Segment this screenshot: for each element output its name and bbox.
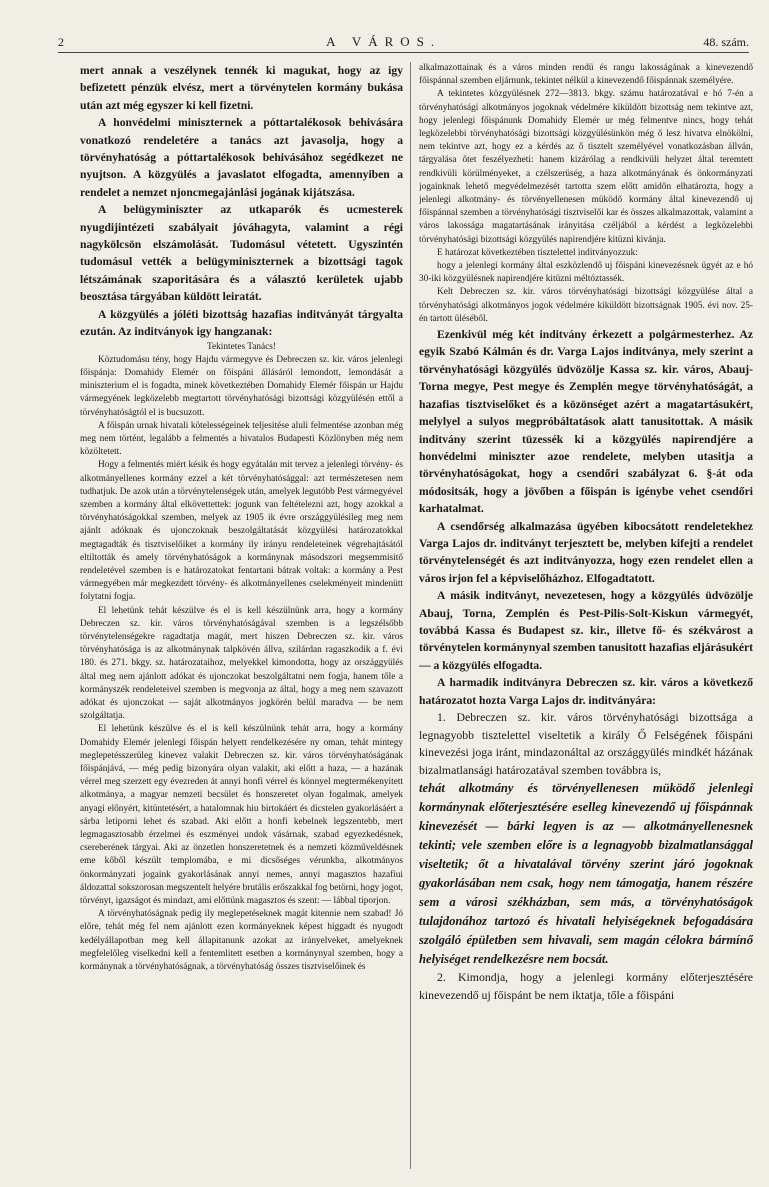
paragraph: A másik inditványt, nevezetesen, hogy a közgyülés üdvözölje Abauj, Torna, Zemplén és Pest-Pilis-Solt-Kiskun vármegyét, továbbá Kassa és Budapest sz. kir., illetve fő- és székvárost a törvénytelen kormánynyal szemben tanusitott hazafias eljárásukért — a közgyülés elfogadta. (419, 589, 753, 672)
paragraph: A belügyminiszter az utkaparók és ucmesterek nyugdijintézeti szabályait jóváhagyta, valamint a régi nagykölcsön elszámolását. Tudomásul vétetett. Ugyszintén tudomásul vették a belügyminiszternek a bizottsági tagok létszámának szaporitására és a választó kerületek ujabb beosztása tárgyában küldött leiratát. (80, 203, 403, 304)
paragraph: 2. Kimondja, hogy a jelenlegi kormány előterjesztésére kinevezendő uj főispánt be nem iktatja, tőle a főispáni (419, 970, 753, 1002)
page-header (58, 32, 749, 53)
paragraph: A harmadik inditványra Debreczen sz. kir. város a következő határozatot hozta Varga Lajos dr. inditványára: (419, 676, 753, 707)
paragraph: Hogy a felmentés miért késik és hogy egyátalán mit tervez a jelenlegi törvény- és alkotmányellenes kormány ezzel a két törvényhatósággal: azt természetesen nem tudhatjuk. De azok után a törvénytelenségek után, amelyek legutóbb Pest vármegyével szemben a kormány által elkövettettek: jogunk van feltételezni azt, hogy azokkal a törvényhatóságokkal szemben, melyek az 1905 ik évre országgyülésileg meg nem ajánlt adóknak és ujonczoknak beszolgáltatását közgyülési határozatokkal megtagadták és tisztviselőiket a kormány ily irányu rendeleteinek végrehajtásától eltiltották és amely törvényhatóságok a kormánynak másodszori megsemmisitő rendeletével szemben is e határozatokat fentartani bátrak voltak: a kormány a Pest vármegyében már megkezdett törvény- és alkotmányellenes cselekményeit mindenütt folytatni fogja. (80, 460, 403, 603)
left-column (80, 62, 403, 1169)
paragraph: El lehetünk készülve és el is kell készülnünk tehát arra, hogy a kormány Domahidy Elemér jelenlegi főispán helyett rendelkezésére ny oman, tehát mintegy meglepetésszerüleg kinevez valakit Debreczen sz. kir. város törvényhatóságának főispánjává, — még pedig bizonyára olyan valakit, aki előtt a haza, — a hazának vérrel meg szerzett egy évezreden át annyi honfi vérrel és könnyel megtermékenyitett alkotmánya, a magyar nemzeti becsület és honszeretet olyan fogalmak, amelyek anyagi előnyért, kitüntetésért, a hatalomnak hiu birtokáért és dicstelen gyakorlásáért a sárba letiporni lehet és szabad. Aki előtt a honfi kebelnek legszentebb, mert legmagasztosabb érzelmei és eszményei undok vásárnak, szabad egyezkedésnek, csereberének tárgyai. Aki az önzetlen honszeretetnek és a nemzeti közműveldésnek eme kőből készült templomába, e mi dicsőséges vérunkba, alkotmányos önkormányzati jogaink gyakorlásának annyi nemes, annyi magasztos hazafiui áldozattal sokszorosan megszentelt helyére brutális erőszakkal fog betörni, hogy jogot, törvényt, igazságot és mindazt, ami előttünk magasztos és szent: — lábbal tiporjon. (80, 724, 403, 907)
paragraph: A tekintetes közgyülésnek 272—3813. bkgy. számu határozatával e hó 7-én a törvényhatósági alkotmányos jogoknak védelmére kiküldött bizottság nem tekintve azt, hogy jelenlegi főispánunk Domahidy Elemér ur még felmentve nincs, hogy tehát legközelebbi törvényhatósági bizottsági közgyülésünkön még ő lesz hivatva elnökölni, nem tekintve azt, hogy ez a kérdés az ő tisztelt személyével vonatkozásban állván, tárgyalása őtet feszélyezheti: hanem kizárólag a rendkivüli helyzet által teremtett rendkivüli körülményeket, a czélszerüség, a haza alkotmányának és önkormányzati jogainknak lehető megvédelmezését tartotta szem előtt amidőn elhatározta, hogy a jelenlegi alkotmány- és törvényellenesen müködő kormány által kinevezendő uj főispánnal szemben a törvényhatósági tisztviselői kar és összes alkalmazottak, valamint a város lakossága magatartásának irányitása czéljából a kérdést a legközelebbi törvényhatósági bizottsági közgyülés napirendjére kitüzni kivánja. (419, 89, 753, 245)
paragraph: Ezenkivül még két inditvány érkezett a polgármesterhez. Az egyik Szabó Kálmán és dr. Varga Lajos inditványa, mely szerint a törvényhatósági közgyülés üdvözölje Kassa sz. kir. város, Abauj-Torna megye, Pest megye és Zemplén megye törvényhatóságát, a hazafias tisztviselőket és a közönséget azért a magatartásukért, melylyel a sulyos megpróbáltatások alatt tanusitottak. A másik inditvány szerint tüzessék ki a közgyülés napirendjére a honvédelmi miniszter azoe rendelete, melyben utasitja a törvényhatóságokat, hogy a csendőri szabályzat 6. §-át oda módositsák, hogy a jövőben a főispán is igénybe vehet csendőri karhatalmat. (419, 328, 753, 516)
paragraph: A honvédelmi miniszternek a póttartalékosok behivására vonatkozó rendeletére a tanács azt javasolja, hogy a törvényhatóság a póttartalékosok behivásához segédkezet ne nyujtson. A közgyülés a javaslatot elfogadta, amennyiben a rendelet a nemzet njoncmegajánlási jogának kijátszása. (80, 116, 403, 199)
paragraph: A törvényhatóságnak pedig ily meglepetéseknek magát kitennie nem szabad! Jó előre, tehát még fel nem ajánlott ezen kormányeknek képest higgadt és nyugodt kedélyállapotban meg kell állapitanunk azokat az irányelveket, amelyeknek megfelelőleg viselkedni kell a fentemlitett esetben a kormánynyal szemben, hogy a kormánynak a törvényhatóságnak, a törvényhatóság összes tisztviselőinek és (80, 909, 403, 973)
paragraph: tehát alkotmány és törvényellenesen müködő jelenlegi kormánynak előterjesztésére eselleg kinevezendő uj főispánnak kinevezését — bárki legyen is az — alkotmányellenesnek tekinti; vele szemben előre is a legnagyobb bizalmatlansággal viseltetik; őt a hivatalával törvény szerint járó jogoknak gyakorlásában nem csak, hogy nem támogatja, hanem részére sem a városi székházban, sem más, a törvényhatóságok tulajdonához tartozó és hivatali helyiségeknek befogadására szolgáló épületben sem hivavali, sem magán célokra bármínő helyiséget rendelkezésre nem bocsát. (419, 781, 753, 967)
paragraph: Tekintetes Tanács! (207, 341, 276, 352)
paragraph: A főispán urnak hivatali kötelességeinek teljesitése aluli felmentése azonban még meg nem történt, legalább a felmentés a hivatalos Budapesti Közlönyben még nem közöltetett. (80, 420, 403, 458)
paragraph: El lehetünk tehát készülve és el is kell készülnünk arra, hogy a kormány Debreczen sz. kir. város törvényhatóságával szemben is a legszélsőbb törvénytelenségekre ragadtatja magát, mert hiszen Debreczen sz. kir. város törvényhatósága is az alkotmánynak talpkövén állva, szilárdan ragaszkodik a f. évi 180. és 271. bkgy. sz. határozataihoz, melyekkel kimondotta, hogy az országgyülés által meg nem ajánlott adókat és ujonczokat beszolgáltatni nem fogja, hanem tőle a kormányszék rendeleteivel szemben is megvonja az által, hogy a meg nem szavazott adókat és ujonczokat — saját alkotmányos jogkörén belül maradva — be nem szolgáltatja. (80, 605, 403, 722)
paragraph: Köztudomásu tény, hogy Hajdu vármegyve és Debreczen sz. kir. város jelenlegi főispánja: Domahidy Elemér on főispáni állásáról lemondott, lemondását a miniszterium el is fogadta, minek következtében Domahidy Elemér főispán ur Hajdu vármegyének legközelebb megtartott törvényhatósági bizottsági közgyülésén ettől a törvényhatóságtól el is bucsuzott. (80, 354, 403, 418)
paragraph: A közgyülés a jóléti bizottság hazafias inditványát tárgyalta ezután. Az inditványok igy hangzanak: (80, 307, 403, 339)
right-column (419, 62, 753, 1169)
column-divider (410, 62, 411, 1169)
page-number: 2 (58, 35, 64, 49)
paragraph: Kelt Debreczen sz. kir. város törvényhatósági bizottsági közgyülése által a törvényhatósági alkotmányos jogok védelmére kiküldött bizottságnak 1905. évi nov. 25-én tartott üléséből. (419, 287, 753, 324)
paragraph: mert annak a veszélynek tennék ki magukat, hogy az igy befizetett pénzük elvész, mert a törvénytelen kormány bukása után azt még egyszer ki kell fizetni. (80, 64, 403, 112)
newspaper-title: A VÁROS. (326, 34, 442, 49)
paragraph: 1. Debreczen sz. kir. város törvényhatósági bizottsága a legnagyobb tisztelettel viseltetik a király Ő Felségének főispáni kinevezési joga iránt, mindazonáltal az országgyülés mindkét házának bizalmatlansági határozatával szemben továbbra is, (419, 710, 753, 777)
paragraph: E határozat következtében tisztelettel inditványozzuk: (437, 247, 638, 258)
paragraph: A csendőrség alkalmazása ügyében kibocsátott rendeletekhez Varga Lajos dr. inditványt terjesztett be, melyben kifejti a rendelet törvénytelenségét és azt inditványozza, hogy ezen rendelet ellen a város irjon fel a képviselőházhoz. Elfogadtatott. (419, 519, 753, 585)
paragraph: alkalmazottainak és a város minden rendü és rangu lakosságának a kinevezendő főispánnal szemben eljárnunk, tekintet nélkül a kinevezendő főispánnak személyére. (419, 63, 753, 87)
paragraph: hogy a jelenlegi kormány által eszközlendő uj főispáni kinevezésnek ügyét az e hó 30-iki közgyülésnek napirendjére kitüzni méltóztassék. (419, 261, 753, 285)
issue-number: 48. szám. (703, 35, 749, 49)
